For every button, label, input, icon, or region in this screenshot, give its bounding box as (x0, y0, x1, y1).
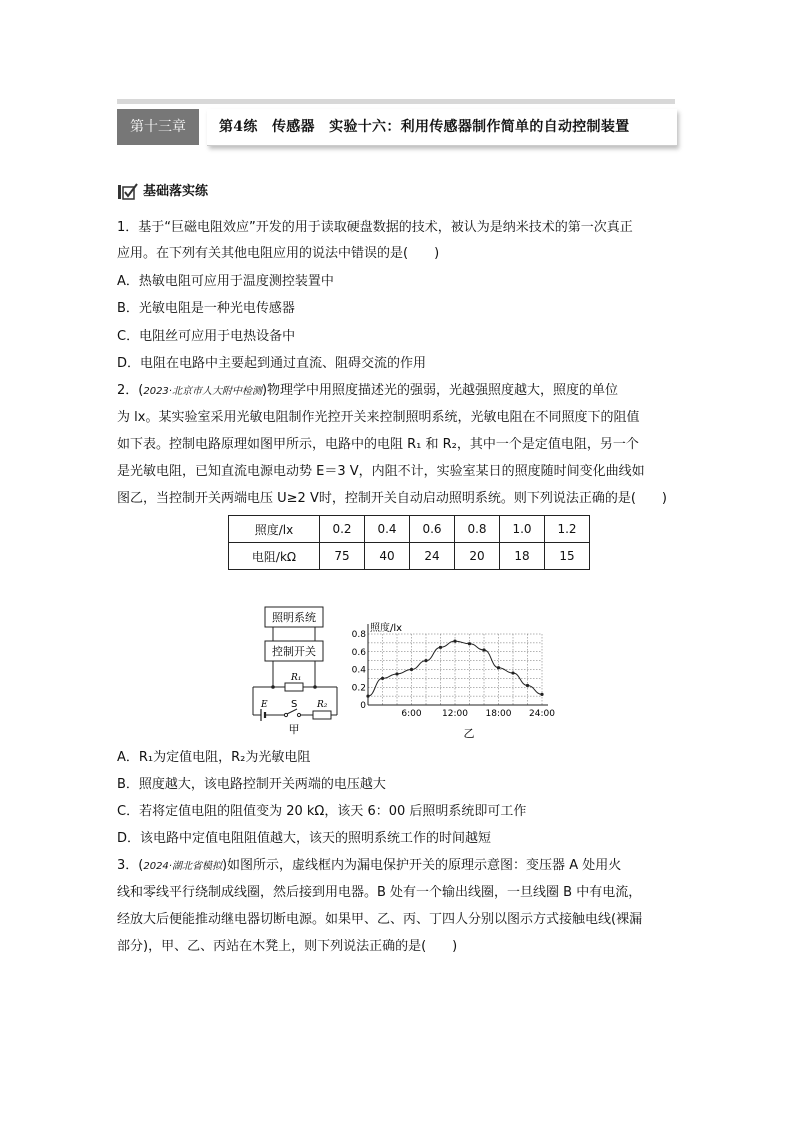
table-cell: 75 (320, 543, 365, 570)
q1-line: 应用。在下列有关其他电阻应用的说法中错误的是( ) (117, 246, 440, 261)
q3-line1-rest: )如图所示，虚线框内为漏电保护开关的原理示意图：变压器 A 处用火 (221, 858, 622, 873)
q1-option-b: B．光敏电阻是一种光电传感器 (117, 301, 295, 316)
table-cell: 0.4 (365, 516, 410, 543)
chapter-tag: 第十三章 (117, 109, 199, 145)
r1-label: R₁ (291, 673, 302, 683)
q2-number: 2．( (117, 383, 144, 398)
header-stripe (117, 99, 675, 104)
lighting-system-label: 照明系统 (272, 611, 316, 624)
section-title: 基础落实练 (143, 184, 209, 199)
x-tick-label: 24:00 (529, 709, 555, 719)
chapter-header (117, 99, 677, 149)
data-point (424, 659, 427, 662)
q2-source: 2023·北京市人大附中检测 (143, 386, 262, 397)
data-point (540, 693, 543, 696)
q1-line: 1．基于“巨磁电阻效应”开发的用于读取硬盘数据的技术，被认为是纳米技术的第一次真正 (117, 220, 633, 235)
data-point (410, 668, 413, 671)
q2-option-a: A．R₁为定值电阻，R₂为光敏电阻 (117, 750, 311, 765)
q2-line: 是光敏电阻，已知直流电源电动势 E＝3 V，内阻不计，实验室某日的照度随时间变化曲线如 (117, 464, 645, 479)
q2-line: 为 lx。某实验室采用光敏电阻制作光控开关来控制照明系统，光敏电阻在不同照度下的阻值 (117, 410, 640, 425)
y-tick-label: 0.4 (351, 665, 366, 676)
data-point (439, 646, 442, 649)
q2-option-c: C．若将定值电阻的阻值变为 20 kΩ，该天 6：00 后照明系统即可工作 (117, 804, 527, 819)
data-point (366, 695, 369, 698)
y-tick-label: 0.6 (351, 647, 366, 658)
table-row (229, 516, 590, 543)
r2-label: R₂ (317, 700, 328, 710)
data-point (511, 671, 514, 674)
data-point (497, 666, 500, 669)
q2-line: 如下表。控制电路原理如图甲所示，电路中的电阻 R₁ 和 R₂，其中一个是定值电阻，另一个 (117, 437, 639, 452)
x-tick-label: 18:00 (485, 709, 512, 719)
circuit-diagram (245, 603, 355, 738)
data-point (453, 640, 456, 643)
y-tick-label: 0.2 (351, 683, 366, 694)
x-tick-label: 6:00 (401, 709, 422, 719)
q3-line: 部分)，甲、乙、丙站在木凳上，则下列说法正确的是( ) (117, 939, 458, 954)
q1-option-c: C．电阻丝可应用于电热设备中 (117, 329, 296, 344)
table-row (229, 543, 590, 570)
table-cell: 0.8 (455, 516, 500, 543)
q3-first-line (117, 857, 621, 876)
table-cell: 18 (500, 543, 545, 570)
chart-y-axis-label: 照度/lx (370, 623, 403, 634)
q3-line: 经放大后便能推动继电器切断电源。如果甲、乙、丙、丁四人分别以图示方式接触电线(裸漏 (117, 912, 643, 927)
figure-caption-yi: 乙 (463, 727, 475, 740)
data-point (482, 648, 485, 651)
control-switch-label: 控制开关 (272, 645, 316, 658)
q1-option-a: A．热敏电阻可应用于温度测控装置中 (117, 274, 334, 289)
illuminance-chart (351, 620, 555, 740)
data-point (526, 684, 529, 687)
checkbox-icon (117, 183, 139, 201)
emf-label: E (261, 700, 268, 710)
q2-option-b: B．照度越大，该电路控制开关两端的电压越大 (117, 777, 386, 792)
table-cell: 照度/lx (229, 516, 320, 543)
q2-option-d: D．该电路中定值电阻阻值越大，该天的照明系统工作的时间越短 (117, 831, 492, 846)
table-cell: 40 (365, 543, 410, 570)
q2-line: 图乙，当控制开关两端电压 U≥2 V时，控制开关自动启动照明系统。则下列说法正确的是( ) (117, 491, 667, 506)
y-tick-label: 0 (360, 701, 366, 711)
table-cell: 24 (410, 543, 455, 570)
data-point (381, 677, 384, 680)
q2-first-line (117, 382, 618, 401)
q3-line: 线和零线平行绕制成线圈，然后接到用电器。B 处有一个输出线圈，一旦线圈 B 中有电流， (117, 885, 642, 900)
switch-label: S (291, 699, 298, 710)
table-cell: 1.0 (500, 516, 545, 543)
data-point (468, 642, 471, 645)
illuminance-resistance-table (228, 515, 590, 570)
table-cell: 0.2 (320, 516, 365, 543)
x-tick-label: 12:00 (442, 709, 468, 719)
q3-source: 2024·湖北省模拟 (143, 861, 222, 872)
page-title: 第4练 传感器 实验十六：利用传感器制作简单的自动控制装置 (219, 119, 630, 135)
table-cell: 1.2 (545, 516, 590, 543)
q2-line1-rest: )物理学中用照度描述光的强弱，光越强照度越大，照度的单位 (261, 383, 619, 398)
data-point (395, 672, 398, 675)
r2-resistor (313, 711, 331, 719)
y-tick-label: 0.8 (351, 630, 366, 640)
table-cell: 15 (545, 543, 590, 570)
title-box (207, 109, 677, 146)
table-cell: 20 (455, 543, 500, 570)
table-cell: 0.6 (410, 516, 455, 543)
q1-option-d: D．电阻在电路中主要起到通过直流、阻碍交流的作用 (117, 356, 427, 371)
r1-resistor (285, 683, 303, 691)
q3-number: 3．( (117, 858, 144, 873)
table-cell: 电阻/kΩ (229, 543, 320, 570)
figure-caption-jia: 甲 (288, 723, 300, 736)
